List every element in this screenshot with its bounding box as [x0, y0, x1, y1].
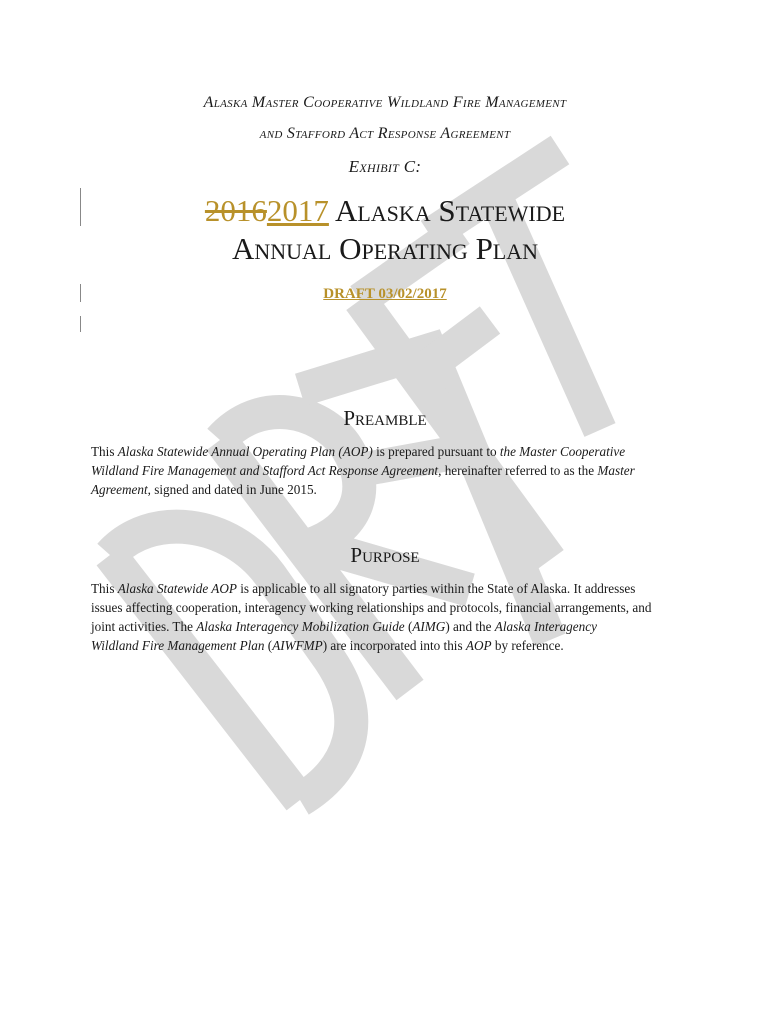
text-run: This — [91, 581, 118, 596]
text-run: Master — [597, 463, 635, 478]
text-run: the Master Cooperative — [499, 444, 626, 459]
plan-title-line-2: Annual Operating Plan — [231, 231, 539, 266]
text-run: This — [91, 444, 118, 459]
preamble-heading: Preamble — [343, 406, 427, 430]
purpose-heading: Purpose — [350, 543, 420, 567]
text-run: is applicable to all signatory parties within the State of Alaska. It addresses — [236, 581, 636, 596]
text-run: is prepared pursuant to — [372, 444, 500, 459]
paragraph-line — [91, 442, 691, 461]
text-run: Wildland Fire Management Plan — [91, 638, 265, 653]
text-run: AOP — [465, 638, 492, 653]
plan-title-text: Alaska Statewide — [328, 193, 566, 228]
paragraph-line: issues affecting cooperation, interagency working relationships and protocols, financial arrangements, and — [91, 600, 652, 615]
text-run: Alaska Interagency — [494, 619, 597, 634]
paragraph-line — [91, 461, 691, 480]
text-run: Alaska Statewide AOP — [117, 581, 237, 596]
text-run: AIWFMP — [272, 638, 323, 653]
paragraph-line — [91, 636, 691, 655]
text-run: Wildland Fire Management and Stafford Act Response Agreement — [91, 463, 439, 478]
exhibit-label: Exhibit C: — [348, 157, 422, 176]
draft-date-label: DRAFT 03/02/2017 — [323, 286, 447, 302]
revision-change-bar — [80, 316, 81, 332]
agreement-title-line-1: Alaska Master Cooperative Wildland Fire Management — [203, 94, 567, 111]
text-run: ( — [404, 619, 413, 634]
text-run: Alaska Statewide Annual Operating Plan (AOP) — [117, 444, 373, 459]
text-run: AIMG — [412, 619, 446, 634]
text-run: , signed and dated in June 2015. — [147, 482, 317, 497]
purpose-paragraph — [91, 579, 691, 655]
plan-title-line-1 — [0, 192, 770, 230]
text-run: Alaska Interagency Mobilization Guide — [196, 619, 405, 634]
agreement-title-line-2: and Stafford Act Response Agreement — [259, 125, 511, 142]
preamble-paragraph — [91, 442, 691, 499]
text-run: by reference. — [491, 638, 564, 653]
paragraph-line — [91, 617, 691, 636]
text-run: Agreement — [91, 482, 148, 497]
text-run: ) are incorporated into this — [322, 638, 466, 653]
paragraph-line — [91, 480, 691, 499]
text-run: ( — [264, 638, 273, 653]
paragraph-line — [91, 579, 691, 598]
text-run: joint activities. The — [91, 619, 197, 634]
text-run: ) and the — [445, 619, 495, 634]
text-run: , hereinafter referred to as the — [438, 463, 598, 478]
inserted-year: 2017 — [266, 193, 329, 228]
deleted-year: 2016 — [204, 193, 267, 228]
